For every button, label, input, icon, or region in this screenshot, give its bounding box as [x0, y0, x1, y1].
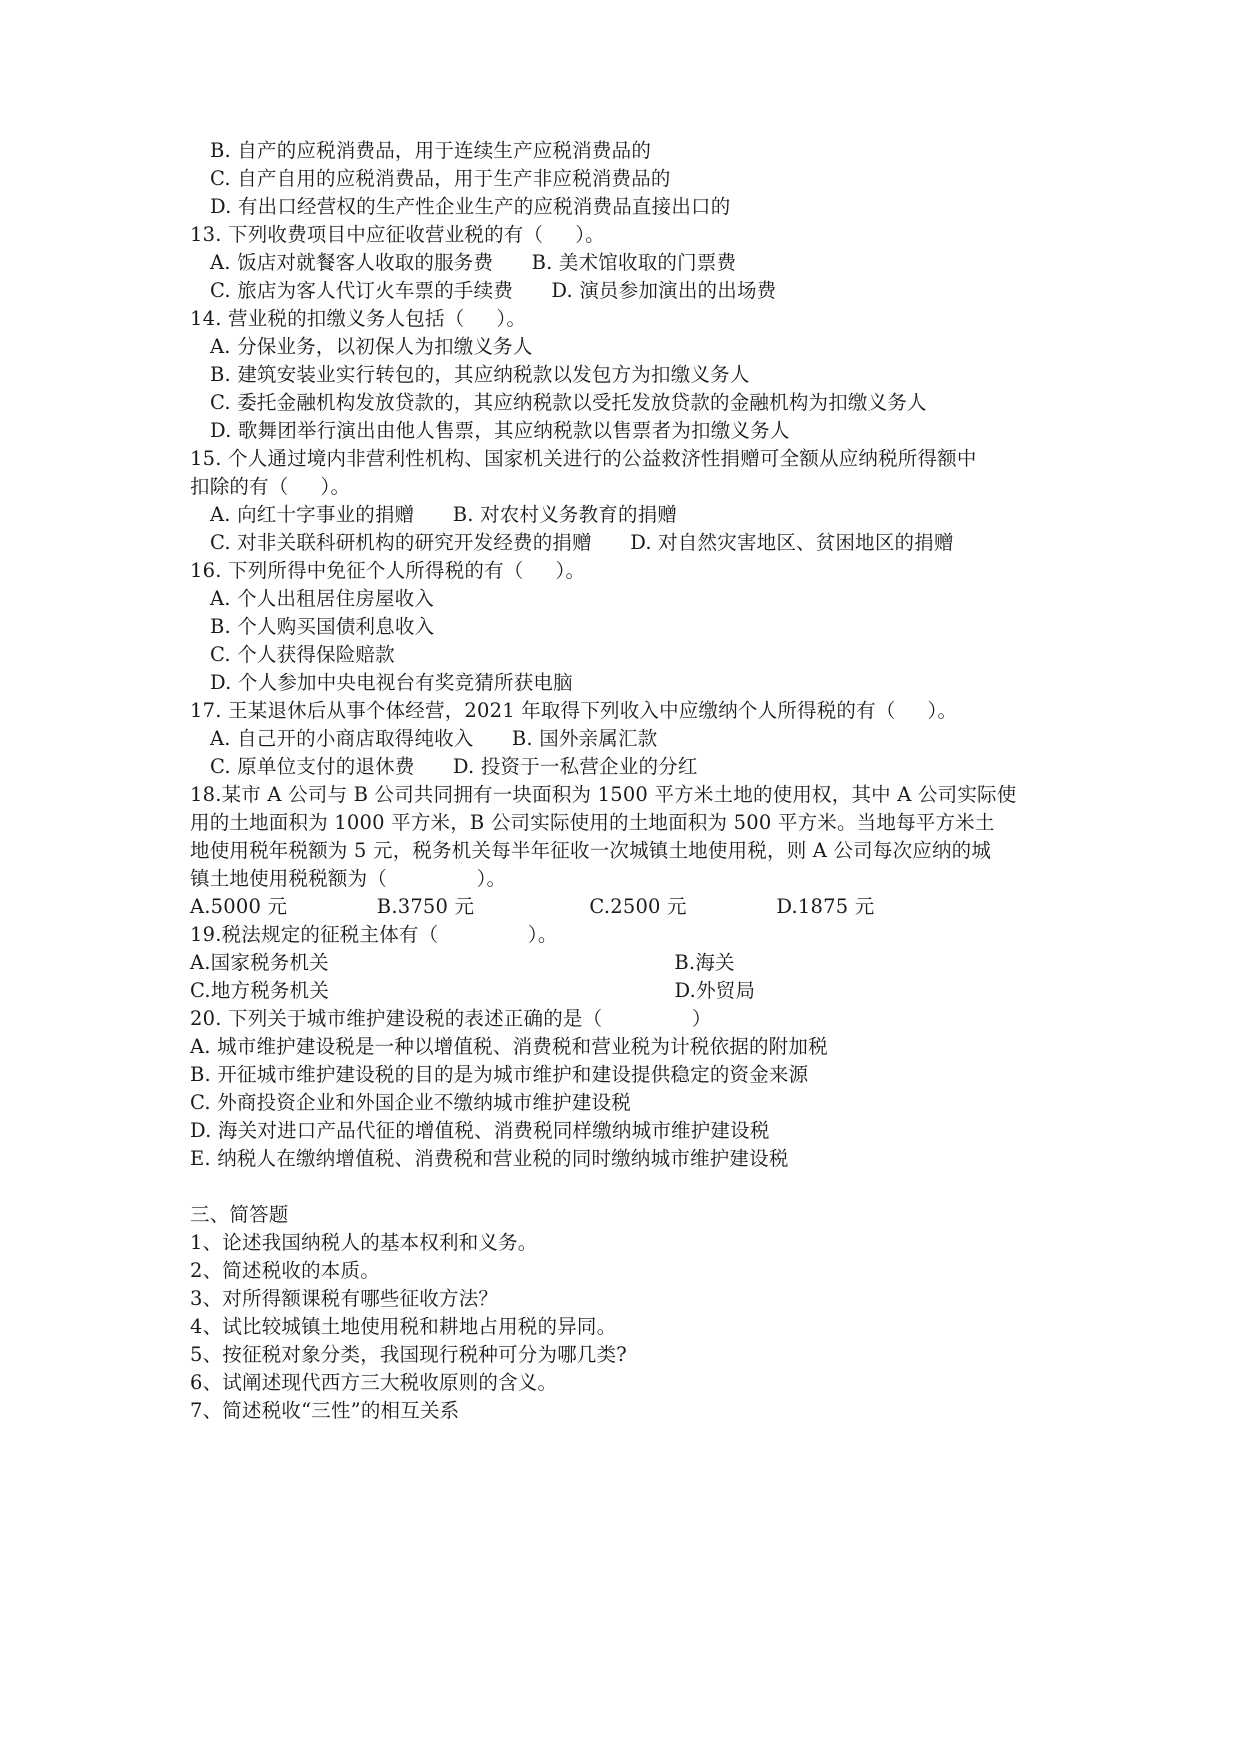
q18-stem-line-1: 18.某市 A 公司与 B 公司共同拥有一块面积为 1500 平方米土地的使用权，其中 A 公司实际使	[190, 783, 1017, 806]
q20-option-d: D. 海关对进口产品代征的增值税、消费税同样缴纳城市维护建设税	[190, 1119, 770, 1142]
q20-option-c: C. 外商投资企业和外国企业不缴纳城市维护建设税	[190, 1091, 631, 1114]
q15-stem-line-1: 15. 个人通过境内非营利性机构、国家机关进行的公益救济性捐赠可全额从应纳税所得额中	[190, 447, 977, 470]
q16-option-c: C. 个人获得保险赔款	[210, 643, 395, 666]
q19-options-ab: A.国家税务机关 B.海关	[190, 951, 735, 974]
section-3-heading: 三、简答题	[190, 1203, 289, 1226]
q18-stem-line-4: 镇土地使用税税额为（ ）。	[190, 867, 507, 890]
q14-option-c: C. 委托金融机构发放贷款的，其应纳税款以受托发放贷款的金融机构为扣缴义务人	[210, 391, 927, 414]
q15-stem-line-2: 扣除的有（ ）。	[190, 475, 351, 498]
q16-stem: 16. 下列所得中免征个人所得税的有（ ）。	[190, 559, 586, 582]
q16-option-a: A. 个人出租居住房屋收入	[210, 587, 435, 610]
q12-option-c: C. 自产自用的应税消费品，用于生产非应税消费品的	[210, 167, 671, 190]
short-answer-2: 2、简述税收的本质。	[190, 1259, 380, 1282]
q14-option-d: D. 歌舞团举行演出由他人售票，其应纳税款以售票者为扣缴义务人	[210, 419, 790, 442]
q13-options-ab: A. 饭店对就餐客人收取的服务费 B. 美术馆收取的门票费	[210, 251, 737, 274]
short-answer-5: 5、按征税对象分类，我国现行税种可分为哪几类?	[190, 1343, 627, 1366]
short-answer-4: 4、试比较城镇土地使用税和耕地占用税的异同。	[190, 1315, 617, 1338]
short-answer-7: 7、简述税收“三性”的相互关系	[190, 1399, 460, 1422]
q16-option-d: D. 个人参加中央电视台有奖竞猜所获电脑	[210, 671, 573, 694]
q20-stem: 20. 下列关于城市维护建设税的表述正确的是（ ）	[190, 1007, 712, 1030]
q19-options-cd: C.地方税务机关 D.外贸局	[190, 979, 756, 1002]
short-answer-1: 1、论述我国纳税人的基本权利和义务。	[190, 1231, 538, 1254]
short-answer-6: 6、试阐述现代西方三大税收原则的含义。	[190, 1371, 558, 1394]
q13-options-cd: C. 旅店为客人代订火车票的手续费 D. 演员参加演出的出场费	[210, 279, 777, 302]
q13-stem: 13. 下列收费项目中应征收营业税的有（ ）。	[190, 223, 605, 246]
short-answer-3: 3、对所得额课税有哪些征收方法？	[190, 1287, 499, 1310]
q15-options-ab: A. 向红十字事业的捐赠 B. 对农村义务教育的捐赠	[210, 503, 678, 526]
q17-options-cd: C. 原单位支付的退休费 D. 投资于一私营企业的分红	[210, 755, 698, 778]
q18-stem-line-3: 地使用税年税额为 5 元，税务机关每半年征收一次城镇土地使用税，则 A 公司每次应纳的城	[190, 839, 992, 862]
q14-option-b: B. 建筑安装业实行转包的，其应纳税款以发包方为扣缴义务人	[210, 363, 750, 386]
q14-option-a: A. 分保业务，以初保人为扣缴义务人	[210, 335, 533, 358]
q20-option-b: B. 开征城市维护建设税的目的是为城市维护和建设提供稳定的资金来源	[190, 1063, 809, 1086]
q19-stem: 19.税法规定的征税主体有（ ）。	[190, 923, 558, 946]
q20-option-e: E. 纳税人在缴纳增值税、消费税和营业税的同时缴纳城市维护建设税	[190, 1147, 789, 1170]
q18-stem-line-2: 用的土地面积为 1000 平方米，B 公司实际使用的土地面积为 500 平方米。当地每平方米土	[190, 811, 995, 834]
q15-options-cd: C. 对非关联科研机构的研究开发经费的捐赠 D. 对自然灾害地区、贫困地区的捐赠	[210, 531, 954, 554]
q14-stem: 14. 营业税的扣缴义务人包括（ ）。	[190, 307, 527, 330]
q20-option-a: A. 城市维护建设税是一种以增值税、消费税和营业税为计税依据的附加税	[190, 1035, 828, 1058]
q18-options: A.5000 元 B.3750 元 C.2500 元 D.1875 元	[190, 895, 875, 918]
q16-option-b: B. 个人购买国债利息收入	[210, 615, 435, 638]
q17-stem: 17. 王某退休后从事个体经营，2021 年取得下列收入中应缴纳个人所得税的有（ ）。	[190, 699, 958, 722]
q17-options-ab: A. 自己开的小商店取得纯收入 B. 国外亲属汇款	[210, 727, 658, 750]
q12-option-b: B. 自产的应税消费品，用于连续生产应税消费品的	[210, 139, 652, 162]
q12-option-d: D. 有出口经营权的生产性企业生产的应税消费品直接出口的	[210, 195, 731, 218]
